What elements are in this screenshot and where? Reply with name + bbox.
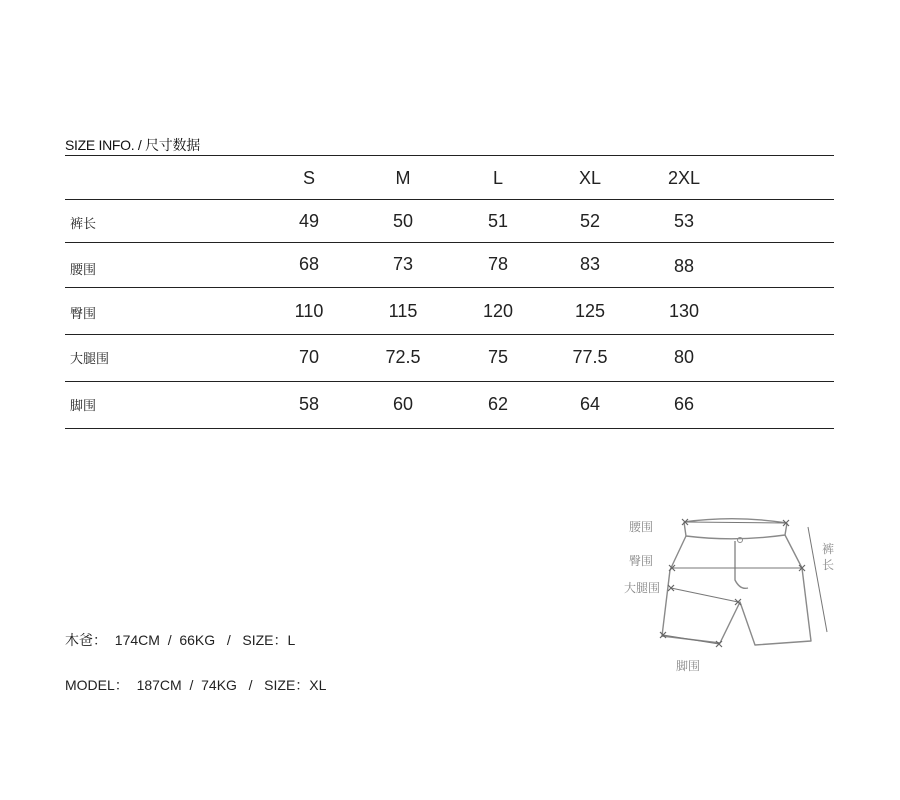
table-cell: 51 bbox=[487, 211, 509, 231]
table-cell: 125 bbox=[574, 301, 606, 321]
table-cell: 130 bbox=[668, 301, 700, 321]
table-cell: 78 bbox=[487, 254, 509, 274]
size-table bbox=[65, 155, 834, 429]
table-cell: 50 bbox=[392, 211, 414, 231]
table-cell: 80 bbox=[673, 347, 695, 367]
row-label-length: 裤长 bbox=[70, 217, 97, 232]
table-cell: 83 bbox=[579, 254, 601, 274]
shorts-outline bbox=[662, 519, 811, 645]
table-row bbox=[65, 335, 834, 382]
size-info-title: SIZE INFO. / 尺寸数据 bbox=[65, 137, 200, 153]
length-label-bottom: 长 bbox=[822, 558, 835, 572]
table-row bbox=[65, 200, 834, 243]
length-label-top: 裤 bbox=[822, 542, 835, 556]
table-cell: 110 bbox=[294, 301, 324, 321]
table-cell: 72.5 bbox=[385, 347, 421, 367]
model-info-2: MODEL： 187CM / 74KG / SIZE：XL bbox=[65, 677, 327, 693]
table-cell: 88 bbox=[673, 256, 695, 276]
hem-label: 脚围 bbox=[676, 659, 701, 673]
measurement-lines bbox=[663, 522, 827, 644]
table-cell: 70 bbox=[298, 347, 320, 367]
thigh-label: 大腿围 bbox=[624, 581, 661, 595]
table-cell: 53 bbox=[673, 211, 695, 231]
row-label-thigh: 大腿围 bbox=[70, 352, 110, 367]
table-cell: 66 bbox=[673, 394, 695, 414]
table-cell: 75 bbox=[487, 347, 509, 367]
table-cell: 60 bbox=[392, 394, 414, 414]
size-header-m: M bbox=[395, 168, 411, 188]
row-label-waist: 腰围 bbox=[70, 263, 97, 278]
table-cell: 64 bbox=[579, 394, 601, 414]
table-row bbox=[65, 288, 834, 335]
table-cell: 115 bbox=[388, 301, 418, 321]
row-label-hip: 臀围 bbox=[70, 307, 97, 322]
size-header-l: L bbox=[492, 168, 503, 188]
table-cell: 62 bbox=[487, 394, 509, 414]
table-cell: 73 bbox=[392, 254, 414, 274]
table-cell: 68 bbox=[298, 254, 320, 274]
waist-label: 腰围 bbox=[629, 520, 654, 534]
hip-label: 臀围 bbox=[629, 554, 654, 568]
table-cell: 58 bbox=[298, 394, 320, 414]
table-cell: 120 bbox=[482, 301, 514, 321]
size-header-row bbox=[65, 156, 834, 200]
table-cell: 49 bbox=[298, 211, 320, 231]
row-label-hem: 脚围 bbox=[70, 399, 97, 414]
table-cell: 77.5 bbox=[572, 347, 608, 367]
table-row bbox=[65, 382, 834, 429]
size-header-xl: XL bbox=[578, 168, 602, 188]
size-header-s: S bbox=[302, 168, 315, 188]
table-row bbox=[65, 243, 834, 288]
shorts-diagram bbox=[600, 505, 860, 685]
table-cell: 52 bbox=[579, 211, 601, 231]
model-info-1: 木爸： 174CM / 66KG / SIZE：L bbox=[65, 632, 296, 648]
size-header-2xl: 2XL bbox=[667, 168, 701, 188]
